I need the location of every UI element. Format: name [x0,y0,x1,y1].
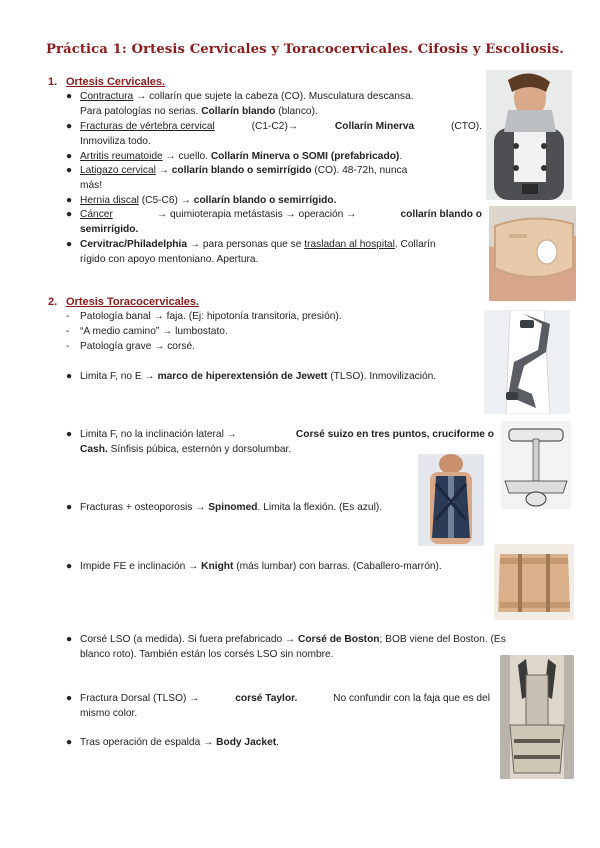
term: Fracturas de vértebra cervical [80,121,215,132]
item-text: . Limita la flexión. (Es azul). [257,502,383,513]
bullet-icon: ● [66,371,73,382]
item-text: Fractura Dorsal (TLSO) → [80,693,200,704]
term: Hernia discal [80,195,139,206]
photo-taylor-brace [500,655,574,779]
section-number: 1. [48,76,58,88]
bullet-icon: ● [66,121,73,132]
term: trasladan al hospital [304,239,395,250]
item-text: Fracturas + osteoporosis → [80,502,209,513]
item-text: . Collarín [394,239,436,250]
dash-marker: - [66,326,70,337]
item-text: Impide FE e inclinación → [80,561,202,572]
item-bold: Collarín Minerva [334,121,415,132]
list-item [66,325,396,340]
item-text: “A medio camino” → lumbostato. [80,326,228,337]
item-text: ; BOB viene del Boston. (Es [379,634,506,645]
item-text: mismo color. [80,707,138,719]
item-text: Corsé LSO (a medida). Si fuera prefabricado → [80,634,298,645]
item-bold: collarín blando o semirrígido [171,165,312,176]
list-item [66,208,482,237]
bullet-icon: ● [66,195,73,206]
list-item [66,501,416,516]
item-bold: Collarín blando [201,105,276,117]
list-item [66,428,494,457]
item-bold: collarín blando o [400,209,482,220]
bullet-icon: ● [66,429,73,440]
item-bold: corsé Taylor. [235,693,298,704]
item-bold: Collarín Minerva o SOMI (prefabricado) [210,151,400,162]
bullet-icon: ● [66,91,73,102]
item-text: (más lumbar) con barras. (Caballero-marrón). [233,561,442,572]
item-text: (C5-C6) → [138,195,194,206]
list-item [66,194,482,209]
list-item [66,736,366,751]
photo-cruciform-brace [501,421,571,509]
item-text: rígido con apoyo mentoniano. Apertura. [80,253,259,265]
item-text: Inmoviliza todo. [80,135,151,147]
item-text: blanco roto). También están los corsés LSO sin nombre. [80,648,334,660]
bullet-icon: ● [66,502,73,513]
term: Latigazo cervical [80,165,156,176]
item-bold: Spinomed [208,502,258,513]
section-heading-cervical [48,76,165,88]
item-text: Tras operación de espalda → [80,737,217,748]
photo-philadelphia-collar [489,206,576,301]
list-item [66,120,482,149]
item-text: (TLSO). Inmovilización. [327,371,437,382]
bullet-icon: ● [66,151,73,162]
photo-knight-brace [494,544,574,620]
list-item [66,692,490,721]
item-text: No confundir con la faja que es del [333,693,490,704]
item-bold: collarín blando o semirrígido. [193,195,337,206]
item-text: → [155,165,172,176]
list-item [66,150,482,165]
item-text: . [399,151,403,162]
term: Cáncer [80,209,113,220]
list-item [66,340,396,355]
bullet-icon: ● [66,561,73,572]
item-text: (CTO). [451,121,482,132]
dash-marker: - [66,341,70,352]
photo-minerva-collar [486,70,572,200]
item-text: → para personas que se [187,239,305,250]
item-text: → collarín que sujete la cabeza (CO). Musculatura descansa. [133,91,414,102]
list-item [66,560,486,575]
section-title: Ortesis Toracocervicales. [66,296,200,308]
item-text: Limita F, no la inclinación lateral → [80,429,237,440]
bullet-icon: ● [66,693,73,704]
list-item [66,633,556,662]
section-heading-toracocervical [48,296,199,308]
item-text: Patología banal → faja. (Ej: hipotonía transitoria, presión). [80,311,342,322]
item-bold: Body Jacket [216,737,277,748]
item-bold: Corsé de Boston [298,634,380,645]
bullet-icon: ● [66,634,73,645]
item-text: Sínfisis púbica, esternón y dorsolumbar. [107,443,292,455]
item-bold: Knight [201,561,234,572]
term: Contractura [80,91,134,102]
item-bold: Cervitrac/Philadelphia [80,239,188,250]
item-text: (blanco). [275,105,318,117]
list-item [66,164,482,193]
bullet-icon: ● [66,165,73,176]
bullet-icon: ● [66,239,73,250]
item-bold: semirrígido. [80,223,139,235]
term: Artritis reumatoide [80,151,163,162]
list-item [66,238,482,267]
item-text: Limita F, no E → [80,371,158,382]
item-text: Para patologías no serias. [80,105,202,117]
page-title: Práctica 1: Ortesis Cervicales y Toracocervicales. Cifosis y Escoliosis. [46,42,564,57]
item-text: Patología grave → corsé. [80,341,195,352]
photo-spinomed-brace [418,454,484,546]
item-bold: Cash. [80,443,108,455]
photo-jewett-brace [484,310,570,414]
section-title: Ortesis Cervicales. [66,76,166,88]
item-text: (CO). 48-72h, nunca [311,165,408,176]
bullet-icon: ● [66,209,73,220]
item-text: → cuello. [162,151,211,162]
list-item [66,370,482,385]
section-number: 2. [48,296,58,308]
item-text: . [276,737,279,748]
list-item [66,310,396,325]
item-text: → quimioterapia metástasis → operación → [157,209,357,220]
item-text: (C1-C2)→ [251,121,299,132]
item-bold: marco de hiperextensión de Jewett [157,371,328,382]
item-text: más! [80,179,103,191]
item-bold: Corsé suizo en tres puntos, cruciforme o [295,429,494,440]
list-item [66,90,482,119]
bullet-icon: ● [66,737,73,748]
dash-marker: - [66,311,70,322]
